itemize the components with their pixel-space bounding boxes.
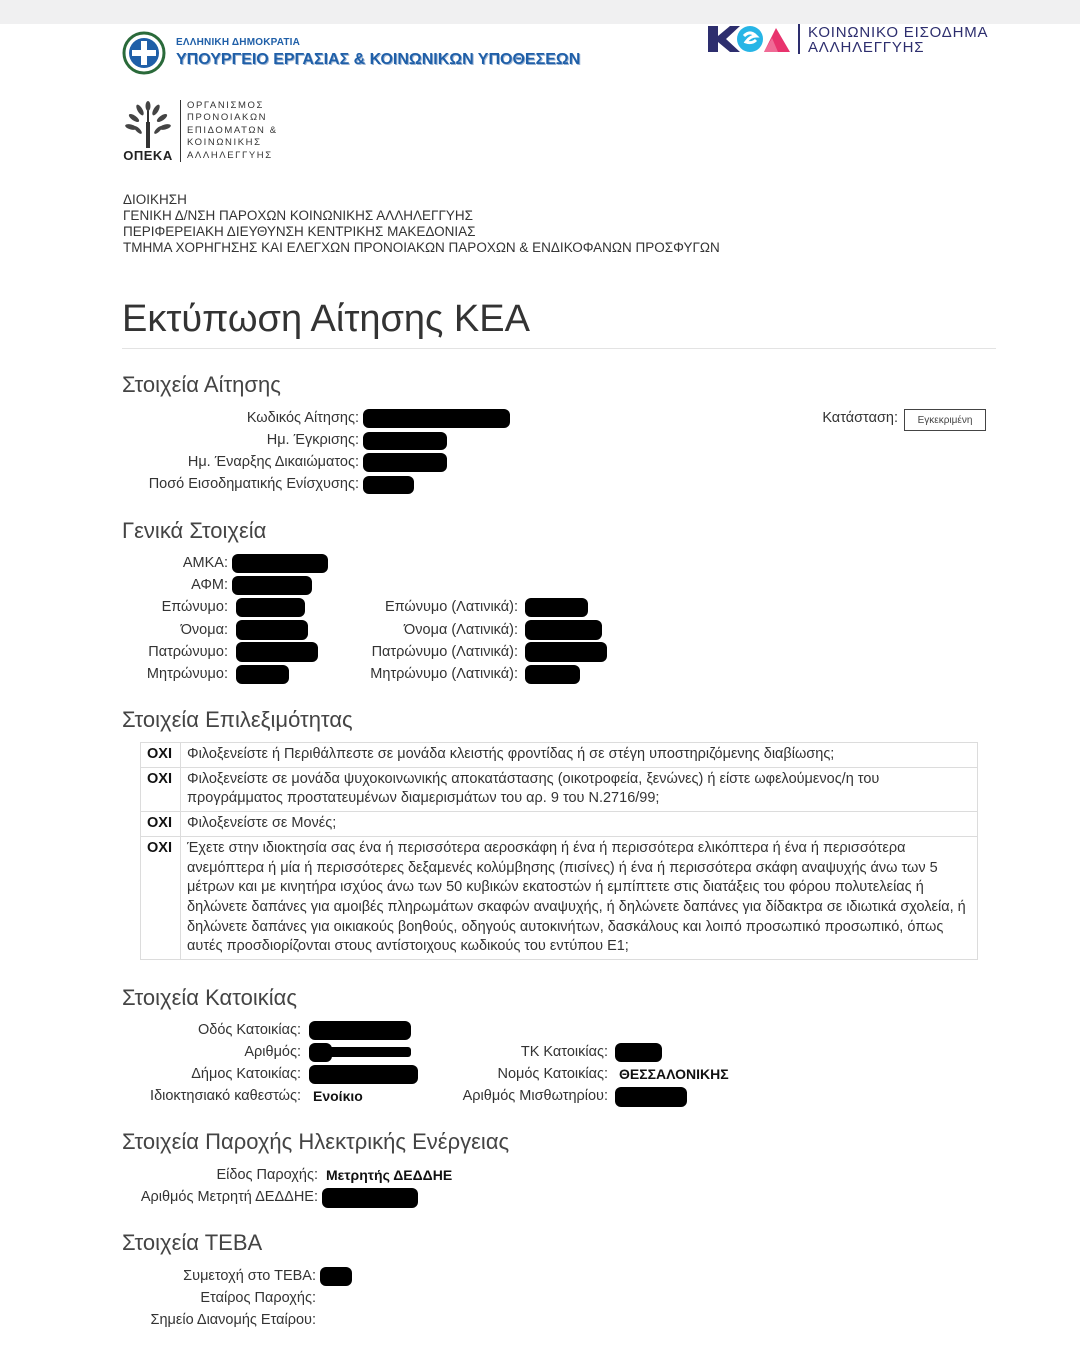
- redacted-start-date: [363, 453, 447, 472]
- kea-title-line1: ΚΟΙΝΩΝΙΚΟ ΕΙΣΟΔΗΜΑ: [808, 24, 989, 41]
- opeka-text-line: ΑΛΛΗΛΕΓΓΥΗΣ: [187, 149, 273, 161]
- name-label: Όνομα:: [180, 622, 228, 638]
- section-heading-general: Γενικά Στοιχεία: [122, 518, 267, 543]
- redacted-street-number-extra: [325, 1047, 411, 1057]
- municipality-label: Δήμος Κατοικίας:: [191, 1066, 301, 1082]
- redacted-application-code: [363, 409, 510, 428]
- supply-partner-label: Εταίρος Παροχής:: [200, 1290, 316, 1306]
- street-number-label: Αριθμός:: [244, 1044, 301, 1060]
- redacted-street: [309, 1021, 411, 1040]
- page-title: Εκτύπωση Αίτησης ΚΕΑ: [122, 298, 530, 340]
- opeka-name-text: ΟΠΕΚΑ: [123, 148, 173, 163]
- redacted-name: [236, 620, 308, 640]
- table-row: [141, 836, 978, 959]
- section-heading-teva: Στοιχεία ΤΕΒΑ: [122, 1230, 263, 1255]
- opeka-logo: [122, 100, 278, 164]
- greek-emblem-icon: [122, 31, 166, 75]
- kea-logo: [706, 24, 988, 55]
- prefecture-label: Νομός Κατοικίας:: [497, 1066, 608, 1082]
- amka-label: ΑΜΚΑ:: [182, 555, 228, 571]
- browser-top-strip: [0, 0, 1080, 24]
- opeka-text-line: ΚΟΙΝΩΝΙΚΗΣ: [187, 137, 262, 149]
- opeka-text-line: ΠΡΟΝΟΙΑΚΩΝ: [187, 112, 268, 124]
- eligibility-answer: ΟΧΙ: [141, 836, 181, 959]
- redacted-name-latin: [525, 620, 602, 640]
- eligibility-answer: ΟΧΙ: [141, 812, 181, 837]
- eligibility-question: Φιλοξενείστε σε Μονές;: [181, 812, 978, 837]
- redacted-approval-date: [363, 432, 447, 450]
- section-heading-residence: Στοιχεία Κατοικίας: [122, 985, 297, 1010]
- redacted-father-name-latin: [525, 642, 607, 662]
- supply-type-value: Μετρητής ΔΕΔΔΗΕ: [326, 1167, 453, 1183]
- ownership-label: Ιδιοκτησιακό καθεστώς:: [150, 1088, 301, 1104]
- partner-distribution-label: Σημείο Διανομής Εταίρου:: [150, 1312, 316, 1328]
- opeka-text-line: ΕΠΙΔΟΜΑΤΩΝ &: [187, 124, 278, 136]
- table-row: [141, 767, 978, 811]
- redacted-mother-name-latin: [525, 665, 580, 684]
- kea-separator: [798, 24, 800, 54]
- olive-tree-icon: [123, 100, 173, 150]
- eligibility-question: Έχετε στην ιδιοκτησία σας ένα ή περισσότερα αεροσκάφη ή ένα ή περισσότερα ελικόπτερα ή ένα ή περισσότερα ανεμόπτερα ή μία ή περισσότερες δεξαμενές κολύμβησης (πισίνες) ή ένα ή περισσότερα σκάφη αναψυχής άνω των 5 μέτρων και με κινητήρα ισχύος άνω των 50 κυβικών εκατοστών ή εμπίπτετε στις διατάξεις του φόρου πολυτελείας ή δηλώνετε δαπάνες για αμοιβές πληρωμάτων σκαφών αναψυχής, ή δηλώνετε δαπάνες για δίδακτρα σε ιδιωτικά σχολεία, ή δηλώνετε δαπάνες για οικιακούς βοηθούς, οδηγούς αυτοκινήτων, δασκάλους και λοιπό προσωπικό προσωπικό, όπως αυτές προσδιορίζονται στους αντίστοιχους κωδικούς του εντύπου Ε1;: [181, 836, 978, 959]
- admin-line: ΤΜΗΜΑ ΧΟΡΗΓΗΣΗΣ ΚΑΙ ΕΛΕΓΧΩΝ ΠΡΟΝΟΙΑΚΩΝ ΠΑΡΟΧΩΝ & ΕΝΔΙΚΟΦΑΝΩΝ ΠΡΟΣΦΥΓΩΝ: [123, 240, 720, 255]
- kea-logo-mark-icon: [706, 24, 792, 54]
- start-date-label: Ημ. Έναρξης Δικαιώματος:: [187, 454, 359, 470]
- lease-number-label: Αριθμός Μισθωτηρίου:: [462, 1088, 608, 1104]
- redacted-mother-name: [236, 665, 289, 684]
- redacted-surname-latin: [525, 598, 588, 617]
- admin-line: ΓΕΝΙΚΗ Δ/ΝΣΗ ΠΑΡΟΧΩΝ ΚΟΙΝΩΝΙΚΗΣ ΑΛΛΗΛΕΓΓΥΗΣ: [123, 208, 473, 223]
- redacted-father-name: [236, 642, 318, 662]
- ministry-country-text: ΕΛΛΗΝΙΚΗ ΔΗΜΟΚΡΑΤΙΑ: [176, 37, 301, 48]
- admin-line: ΔΙΟΙΚΗΣΗ: [123, 192, 187, 207]
- redacted-amka: [232, 554, 328, 573]
- application-code-label: Κωδικός Αίτησης:: [246, 410, 359, 426]
- status-badge: Εγκεκριμένη: [904, 409, 986, 431]
- kea-title-line2: ΑΛΛΗΛΕΓΓΥΗΣ: [808, 39, 925, 56]
- opeka-text-line: ΟΡΓΑΝΙΣΜΟΣ: [187, 100, 264, 111]
- status-label: Κατάσταση:: [822, 410, 898, 426]
- redacted-postcode: [615, 1043, 662, 1062]
- surname-latin-label: Επώνυμο (Λατινικά):: [384, 599, 518, 615]
- teva-participation-label: Συμετοχή στο ΤΕΒΑ:: [183, 1268, 316, 1284]
- redacted-surname: [236, 598, 305, 617]
- mother-name-label: Μητρώνυμο:: [146, 666, 228, 682]
- redacted-municipality: [309, 1065, 418, 1084]
- section-heading-electricity: Στοιχεία Παροχής Ηλεκτρικής Ενέργειας: [122, 1129, 510, 1154]
- table-row: [141, 812, 978, 837]
- eligibility-answer: ΟΧΙ: [141, 743, 181, 768]
- eligibility-answer: ΟΧΙ: [141, 767, 181, 811]
- prefecture-value: ΘΕΣΣΑΛΟΝΙΚΗΣ: [619, 1066, 729, 1082]
- redacted-lease-number: [615, 1087, 687, 1107]
- section-heading-application: Στοιχεία Αίτησης: [122, 372, 281, 397]
- admin-line: ΠΕΡΙΦΕΡΕΙΑΚΗ ΔΙΕΥΘΥΝΣΗ ΚΕΝΤΡΙΚΗΣ ΜΑΚΕΔΟΝΙΑΣ: [123, 224, 476, 239]
- afm-label: ΑΦΜ:: [191, 577, 228, 593]
- supply-type-label: Είδος Παροχής:: [216, 1167, 318, 1183]
- section-heading-eligibility: Στοιχεία Επιλεξιμότητας: [122, 707, 353, 732]
- amount-label: Ποσό Εισοδηματικής Ενίσχυσης:: [148, 476, 359, 492]
- ownership-value: Ενοίκιο: [313, 1088, 363, 1104]
- administration-block: [123, 192, 720, 256]
- redacted-meter-number: [322, 1188, 418, 1208]
- redacted-amount: [363, 476, 414, 494]
- opeka-separator: [180, 100, 181, 162]
- name-latin-label: Όνομα (Λατινικά):: [404, 622, 518, 638]
- ministry-name-text: ΥΠΟΥΡΓΕΙΟ ΕΡΓΑΣΙΑΣ & ΚΟΙΝΩΝΙΚΩΝ ΥΠΟΘΕΣΕΩΝ: [176, 51, 581, 68]
- street-label: Οδός Κατοικίας:: [198, 1022, 301, 1038]
- eligibility-table: [140, 742, 978, 960]
- ministry-logo: [122, 30, 580, 76]
- postcode-label: ΤΚ Κατοικίας:: [520, 1044, 608, 1060]
- redacted-teva-participation: [320, 1267, 352, 1286]
- redacted-afm: [232, 576, 312, 595]
- mother-name-latin-label: Μητρώνυμο (Λατινικά):: [370, 666, 518, 682]
- title-divider: [122, 348, 996, 349]
- meter-number-label: Αριθμός Μετρητή ΔΕΔΔΗΕ:: [140, 1189, 318, 1205]
- table-row: [141, 743, 978, 768]
- father-name-latin-label: Πατρώνυμο (Λατινικά):: [371, 644, 518, 660]
- surname-label: Επώνυμο:: [161, 599, 228, 615]
- father-name-label: Πατρώνυμο:: [148, 644, 228, 660]
- approval-date-label: Ημ. Έγκρισης:: [266, 432, 359, 448]
- eligibility-question: Φιλοξενείστε ή Περιθάλπεστε σε μονάδα κλειστής φροντίδας ή σε στέγη υποστηριζόμενης διαβίωσης;: [181, 743, 978, 768]
- eligibility-question: Φιλοξενείστε σε μονάδα ψυχοκοινωνικής αποκατάστασης (οικοτροφεία, ξενώνες) ή είστε ωφελούμενος/η του προγράμματος προστατευμένων διαμερισμάτων του αρ. 9 του Ν.2716/99;: [181, 767, 978, 811]
